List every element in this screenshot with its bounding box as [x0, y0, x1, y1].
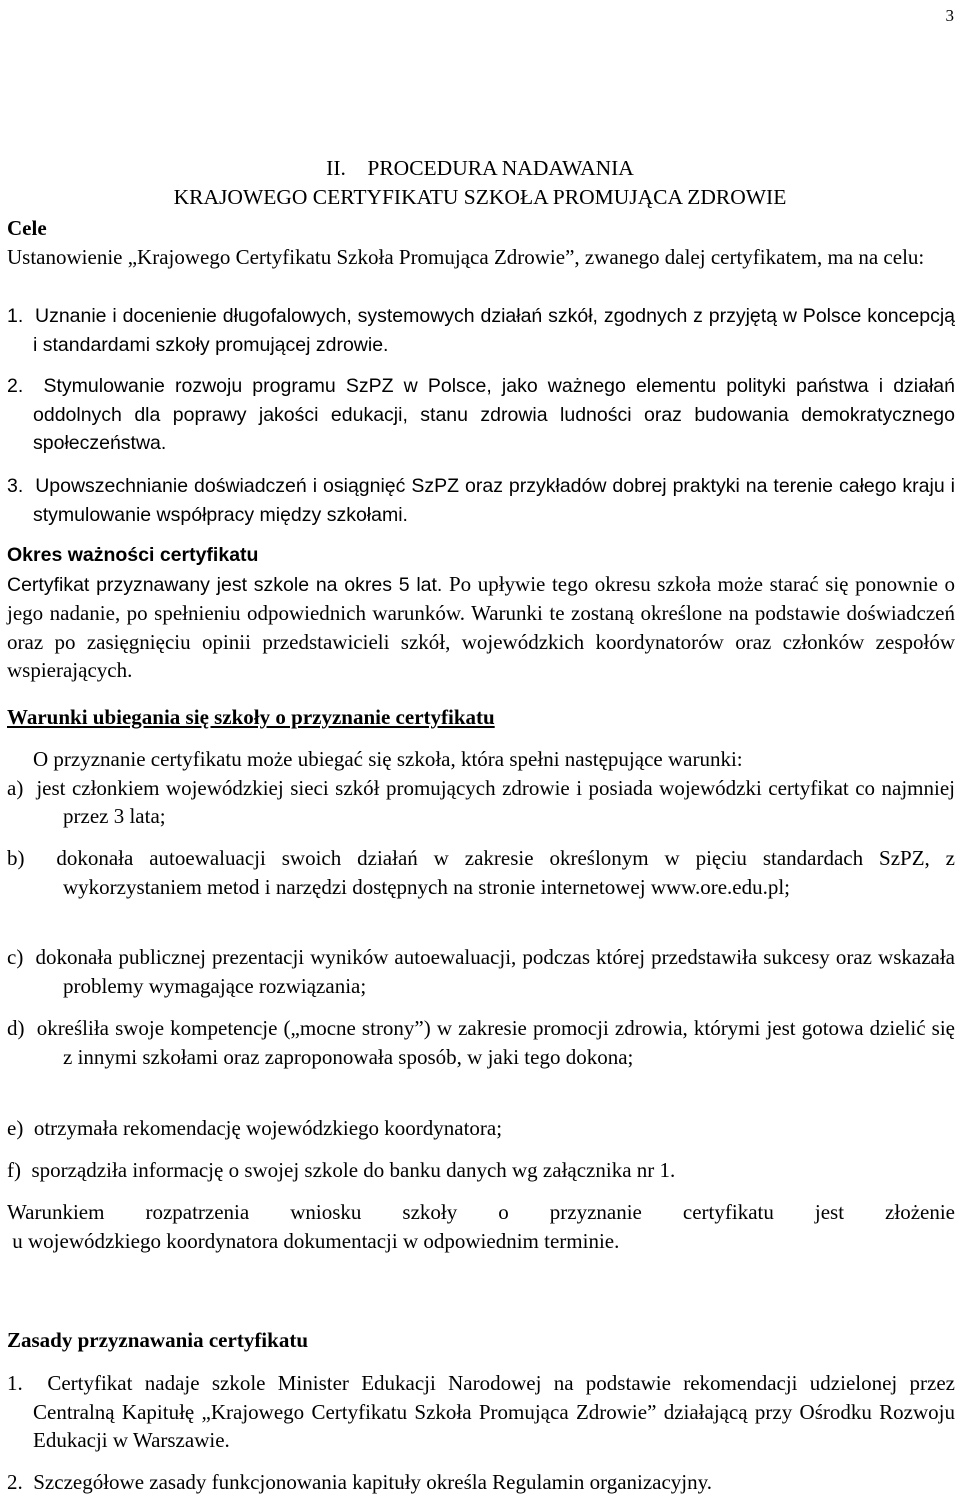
section-title-zasady: Zasady przyznawania certyfikatu	[7, 1328, 308, 1352]
warunki-intro: O przyznanie certyfikatu może ubiegać się szkoła, która spełni następujące warunki:	[33, 747, 743, 771]
list-marker: 2.	[7, 1470, 23, 1494]
list-marker: a)	[7, 775, 24, 800]
cele-item-3	[7, 472, 955, 529]
cele-intro: Ustanowienie „Krajowego Certyfikatu Szkoła Promująca Zdrowie”, zwanego dalej certyfikatem, ma na celu:	[7, 244, 925, 269]
list-marker: 3.	[7, 475, 24, 497]
cele-item-1	[7, 302, 955, 359]
list-item-text: Upowszechnianie doświadczeń i osiągnięć SzPZ oraz przykładów dobrej praktyki na terenie całego kraju i stymulowanie współpracy między szkołami.	[33, 475, 955, 526]
section-title-warunki: Warunki ubiegania się szkoły o przyznanie certyfikatu	[7, 705, 495, 729]
warunki-item-e	[7, 1114, 955, 1143]
section-title-cele: Cele	[7, 216, 47, 240]
section-okres	[7, 541, 955, 685]
list-item-text: Certyfikat nadaje szkole Minister Edukacji Narodowej na podstawie rekomendacji udzielonej przez Centralną Kapitułę „Krajowego Certyfikatu Szkoła Promująca Zdrowie” działającą przy Ośrodku Rozwoju Edukacji w Warszawie.	[33, 1371, 956, 1452]
list-item-text: Stymulowanie rozwoju programu SzPZ w Polsce, jako ważnego elementu polityki państwa i działań oddolnych dla poprawy jakości edukacji, stanu zdrowia ludności oraz budowania demokratycznego społeczeństwa.	[33, 375, 955, 454]
section-warunki	[7, 703, 955, 732]
list-item-text: jest członkiem wojewódzkiej sieci szkół promujących zdrowie i posiada wojewódzki certyfikat co najmniej przez 3 lata;	[36, 775, 956, 828]
chapter-title-line2: KRAJOWEGO CERTYFIKATU SZKOŁA PROMUJĄCA ZDROWIE	[173, 185, 787, 209]
okres-text-sans: Certyfikat przyznawany jest szkole na okres 5 lat.	[7, 573, 443, 596]
list-item-text: Szczegółowe zasady funkcjonowania kapituły określa Regulamin organizacyjny.	[33, 1470, 713, 1494]
list-item-text: otrzymała rekomendację wojewódzkiego koordynatora;	[33, 1116, 503, 1140]
okres-text: Po upływie tego okresu szkoła może starać się ponownie o jego nadanie, po spełnieniu odpowiednich warunków. Warunki te zostaną określone na podstawie doświadczeń oraz po zasięgnięciu opinii przedstawicieli szkół, wojewódzkich koordynatorów oraz członków zespołów wspierających.	[7, 571, 955, 682]
list-marker: 1.	[7, 1371, 23, 1395]
warunki-item-d	[7, 1014, 955, 1071]
chapter-number: II.	[326, 156, 346, 180]
warunki-item-c	[7, 943, 955, 1000]
list-marker: b)	[7, 846, 25, 870]
section-cele	[7, 214, 955, 271]
list-item-text: Uznanie i docenienie długofalowych, systemowych działań szkół, zgodnych z przyjętą w Polsce koncepcją i standardami szkoły promującej zdrowie.	[33, 305, 955, 356]
warunki-closing	[7, 1198, 955, 1255]
cele-item-2	[7, 372, 955, 458]
section-zasady	[7, 1326, 955, 1355]
page-number: 3	[945, 6, 954, 25]
list-marker: f)	[7, 1158, 21, 1182]
zasady-item-1	[7, 1369, 955, 1455]
list-item-text: sporządziła informację o swojej szkole do banku danych wg załącznika nr 1.	[31, 1158, 676, 1182]
list-marker: d)	[7, 1016, 25, 1040]
section-title-okres: Okres ważności certyfikatu	[7, 544, 259, 566]
list-item-text: dokonała publicznej prezentacji wyników autoewaluacji, podczas której przedstawiła sukcesy oraz wskazała problemy wymagające rozwiązania;	[35, 945, 955, 998]
chapter-title-line1: PROCEDURA NADAWANIA	[367, 156, 634, 180]
list-marker: 2.	[7, 375, 24, 397]
list-marker: c)	[7, 945, 24, 969]
warunki-item-a	[7, 774, 955, 831]
list-item-text: określiła swoje kompetencje („mocne strony”) w zakresie promocji zdrowia, którymi jest gotowa dzielić się z innymi szkołami oraz zaproponowała sposób, w jaki tego dokona;	[36, 1016, 955, 1069]
warunki-closing-line1: Warunkiem rozpatrzenia wniosku szkoły o przyznanie certyfikatu jest złożenie	[7, 1200, 955, 1224]
warunki-item-f	[7, 1156, 955, 1185]
warunki-closing-line2: u wojewódzkiego koordynatora dokumentacji w odpowiednim terminie.	[7, 1228, 620, 1253]
list-item-text: dokonała autoewaluacji swoich działań w zakresie określonym w pięciu standardach SzPZ, z wykorzystaniem metod i narzędzi dostępnych na stronie internetowej www.ore.edu.pl;	[56, 846, 955, 899]
warunki-list	[7, 745, 955, 831]
warunki-item-b	[7, 844, 955, 901]
list-marker: e)	[7, 1116, 24, 1140]
list-marker: 1.	[7, 305, 24, 327]
zasady-item-2	[7, 1468, 955, 1497]
chapter-heading-line1	[0, 154, 960, 183]
